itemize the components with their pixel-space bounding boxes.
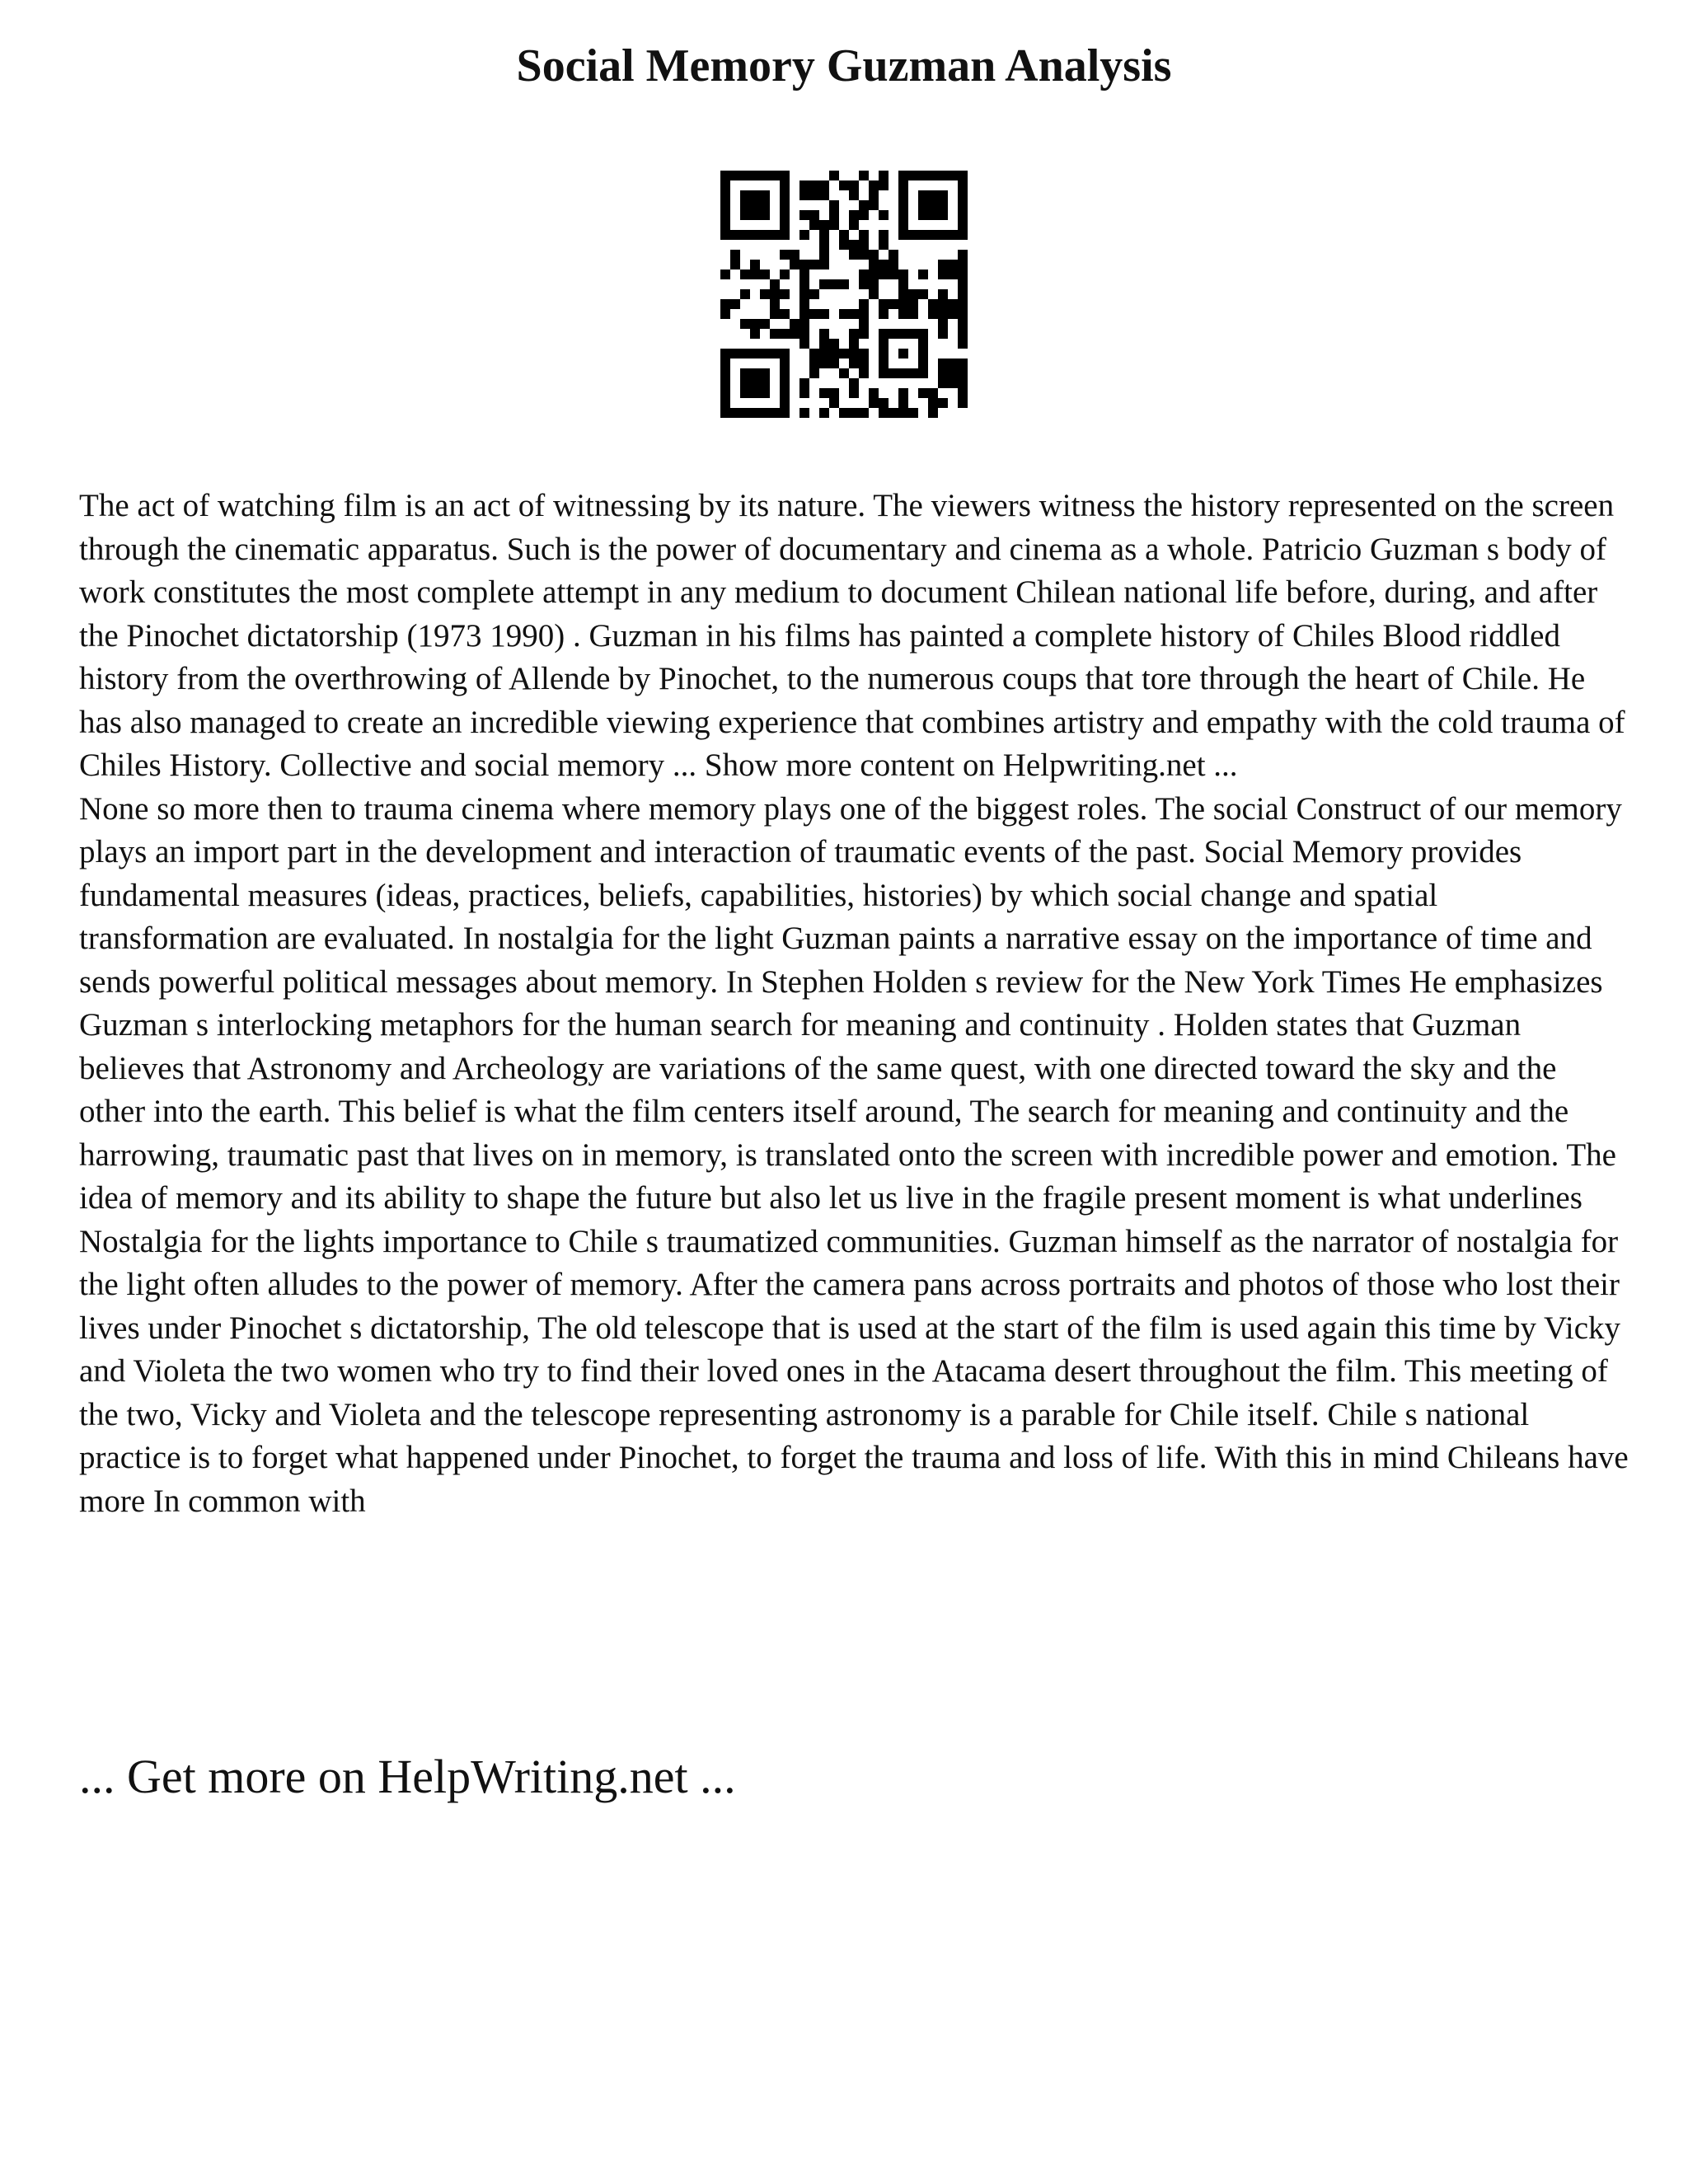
essay-body [79, 485, 1629, 1523]
page-title: Social Memory Guzman Analysis [516, 40, 1172, 91]
essay-paragraph-2: None so more then to trauma cinema where memory plays one of the biggest roles. The social Construct of our memory plays an import part in the development and interaction of traumatic events of the past. Social Memory provides fundamental measures (ideas, practices, beliefs, capabilities, histories) by which social change and spatial transformation are evaluated. In nostalgia for the light Guzman paints a narrative essay on the importance of time and sends powerful political messages about memory. In Stephen Holden s review for the New York Times He emphasizes Guzman s interlocking metaphors for the human search for meaning and continuity . Holden states that Guzman believes that Astronomy and Archeology are variations of the same quest, with one directed toward the sky and the other into the earth. This belief is what the film centers itself around, The search for meaning and continuity and the harrowing, traumatic past that lives on in memory, is translated onto the screen with incredible power and emotion. The idea of memory and its ability to shape the future but also let us live in the fragile present moment is what underlines Nostalgia for the lights importance to Chile s traumatized communities. Guzman himself as the narrator of nostalgia for the light often alludes to the power of memory. After the camera pans across portraits and photos of those who lost their lives under Pinochet s dictatorship, The old telescope that is used at the start of the film is used again this time by Vicky and Violeta the two women who try to find their loved ones in the Atacama desert throughout the film. This meeting of the two, Vicky and Violeta and the telescope representing astronomy is a parable for Chile itself. Chile s national practice is to forget what happened under Pinochet, to forget the trauma and loss of life. With this in mind Chileans have more In common with [79, 790, 1629, 1519]
get-more-link[interactable]: ... Get more on HelpWriting.net ... [79, 1750, 736, 1803]
qr-code-icon [720, 171, 968, 418]
essay-paragraph-1: The act of watching film is an act of witnessing by its nature. The viewers witness the history represented on the screen through the cinematic apparatus. Such is the power of documentary and cinema as a whole. Patricio Guzman s body of work constitutes the most complete attempt in any medium to document Chilean national life before, during, and after the Pinochet dictatorship (1973 1990) . Guzman in his films has painted a complete history of Chiles Blood riddled history from the overthrowing of Allende by Pinochet, to the numerous coups that tore through the heart of Chile. He has also managed to create an incredible viewing experience that combines artistry and empathy with the cold trauma of Chiles History. Collective and social memory ... Show more content on Helpwriting.net ... [79, 488, 1625, 783]
